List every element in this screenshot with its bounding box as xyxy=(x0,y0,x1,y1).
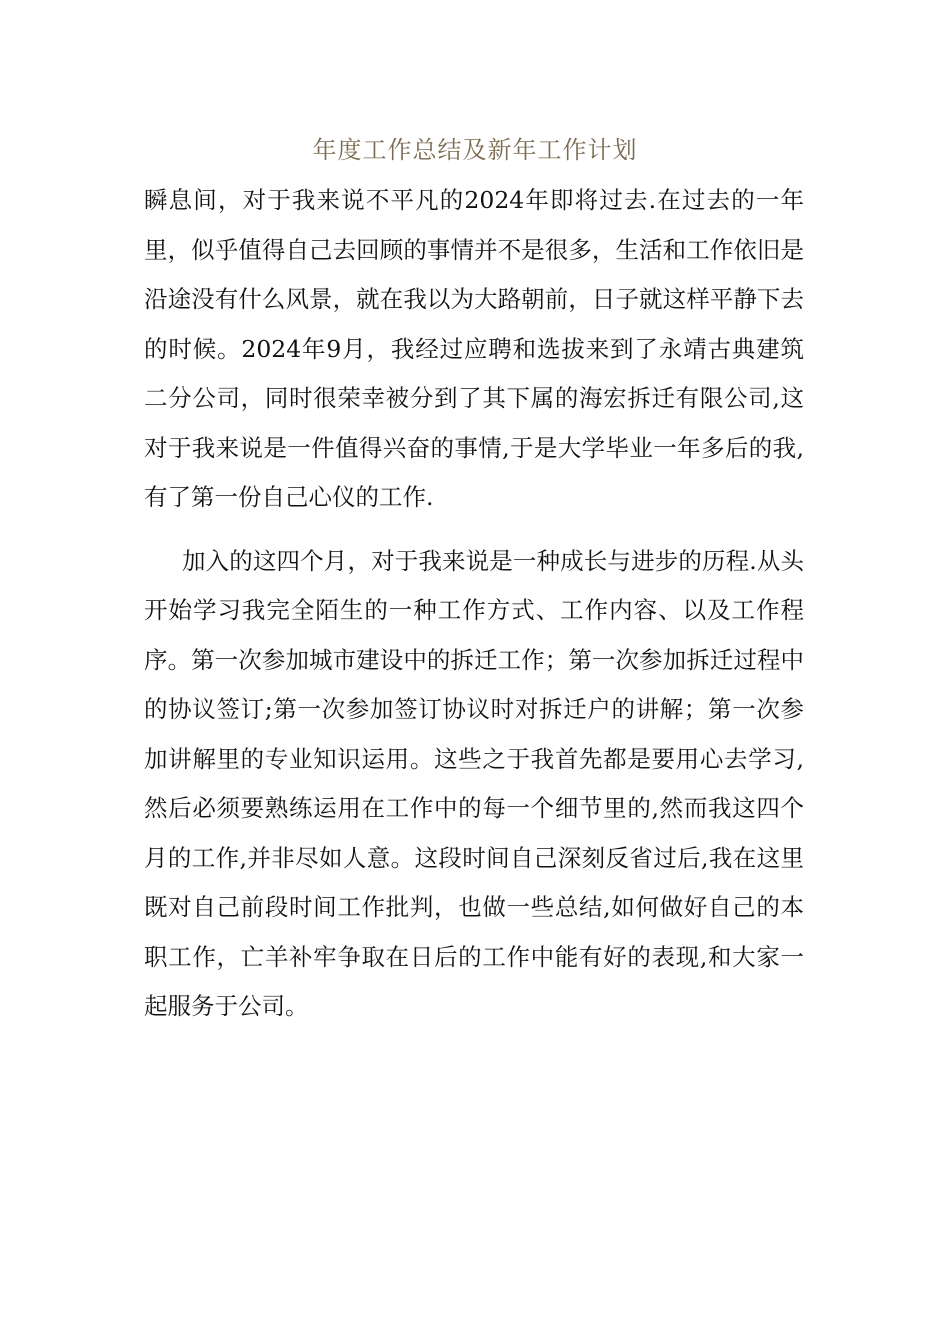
document-title: 年度工作总结及新年工作计划 xyxy=(312,136,638,164)
paragraph-2: 加入的这四个月，对于我来说是一种成长与进步的历程.从头开始学习我完全陌生的一种工作方式、工作内容、以及工作程序。第一次参加城市建设中的拆迁工作；第一次参加拆迁过程中的协议签订;第一次参加签订协议时对拆迁户的讲解；第一次参加讲解里的专业知识运用。这些之于我首先都是要用心去学习,然后必须要熟练运用在工作中的每一个细节里的,然而我这四个月的工作,并非尽如人意。这段时间自己深刻反省过后,我在这里既对自己前段时间工作批判，也做一些总结,如何做好自己的本职工作，亡羊补牢争取在日后的工作中能有好的表现,和大家一起服务于公司。 xyxy=(144,546,804,1020)
paragraph-1: 瞬息间，对于我来说不平凡的2024年即将过去.在过去的一年里，似乎值得自己去回顾的事情并不是很多，生活和工作依旧是沿途没有什么风景，就在我以为大路朝前，日子就这样平静下去的时候。2024年9月，我经过应聘和选拔来到了永靖古典建筑二分公司，同时很荣幸被分到了其下属的海宏拆迁有限公司,这对于我来说是一件值得兴奋的事情,于是大学毕业一年多后的我,有了第一份自己心仪的工作. xyxy=(144,186,804,511)
document-body xyxy=(144,176,804,1032)
